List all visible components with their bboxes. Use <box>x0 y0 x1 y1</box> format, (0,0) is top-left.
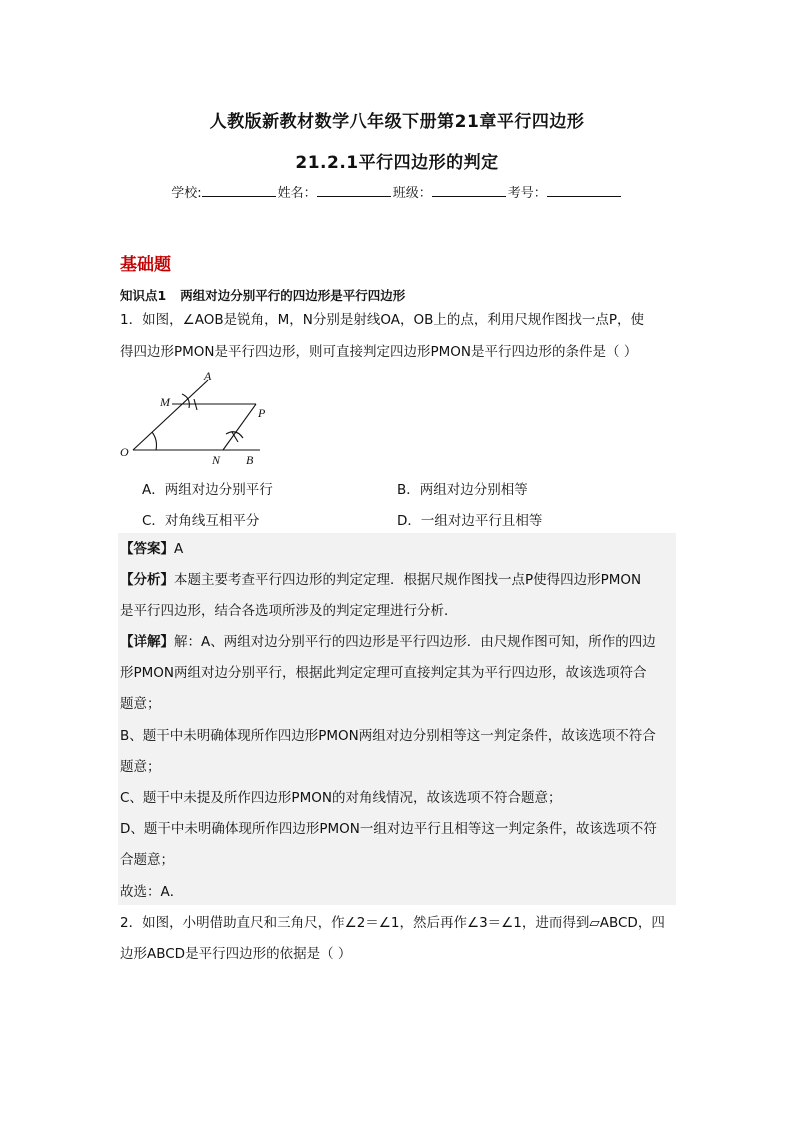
exam-number-blank[interactable] <box>547 184 621 197</box>
school-field-label: 学校: <box>171 186 202 201</box>
document-title: 人教版新教材数学八年级下册第21章平行四边形 <box>209 112 585 132</box>
option-c[interactable]: C．对角线互相平分 <box>142 513 260 529</box>
detail-line-2: 形PMON两组对边分别平行，根据此判定定理可直接判定其为平行四边形，故该选项符合 <box>120 665 647 681</box>
detail-text-1: 解：A、两组对边分别平行的四边形是平行四边形．由尺规作图可知，所作的四边 <box>174 634 656 650</box>
label-p: P <box>258 406 266 420</box>
segment-np <box>223 404 256 450</box>
option-b[interactable]: B．两组对边分别相等 <box>397 482 528 498</box>
detail-line-1 <box>120 632 678 652</box>
name-blank[interactable] <box>317 184 391 197</box>
detail-line-6: C、题干中未提及所作四边形PMON的对角线情况，故该选项不符合题意； <box>120 790 562 806</box>
knowledge-point-heading <box>120 286 405 304</box>
question-1-line-2: 得四边形PMON是平行四边形，则可直接判定四边形PMON是平行四边形的条件是（ ） <box>120 344 638 360</box>
detail-tag: 【详解】 <box>120 634 174 650</box>
class-field-label: 班级： <box>392 186 432 201</box>
exam-number-field-label: 考号： <box>507 186 547 201</box>
name-field-label: 姓名： <box>277 186 317 201</box>
label-m: M <box>160 395 170 409</box>
knowledge-point-title: 两组对边分别平行的四边形是平行四边形 <box>180 288 406 303</box>
detail-line-4: B、题干中未明确体现所作四边形PMON两组对边分别相等这一判定条件，故该选项不符合 <box>120 728 656 744</box>
question-1-line-1: 1．如图，∠AOB是锐角，M，N分别是射线OA，OB上的点，利用尺规作图找一点P，使 <box>120 312 644 328</box>
ray-oa <box>133 380 208 450</box>
analysis-tag: 【分析】 <box>120 572 174 588</box>
answer-tag: 【答案】 <box>120 541 174 557</box>
question-2-line-2: 边形ABCD是平行四边形的依据是（ ） <box>120 946 352 962</box>
parallelogram-construction-figure <box>118 368 288 468</box>
class-blank[interactable] <box>432 184 506 197</box>
analysis-text-1: 本题主要考查平行四边形的判定定理．根据尺规作图找一点P使得四边形PMON <box>174 572 642 588</box>
analysis-line-2: 是平行四边形，结合各选项所涉及的判定定理进行分析． <box>120 603 458 619</box>
answer-line <box>120 539 678 559</box>
document-subtitle: 21.2.1平行四边形的判定 <box>295 153 499 173</box>
student-info-line <box>0 182 794 201</box>
label-a: A <box>204 369 212 383</box>
option-d[interactable]: D．一组对边平行且相等 <box>397 513 543 529</box>
question-2-line-1: 2．如图，小明借助直尺和三角尺，作∠2＝∠1，然后再作∠3＝∠1，进而得到▱ABCD，四 <box>120 915 665 931</box>
label-b: B <box>246 453 254 467</box>
label-n: N <box>212 453 221 467</box>
detail-line-7: D、题干中未明确体现所作四边形PMON一组对边平行且相等这一判定条件，故该选项不符 <box>120 821 657 837</box>
detail-line-8: 合题意； <box>120 852 174 868</box>
detail-line-3: 题意； <box>120 696 161 712</box>
arc-at-o <box>152 432 157 450</box>
knowledge-point-label: 知识点1 <box>120 288 167 303</box>
analysis-line-1 <box>120 570 678 590</box>
detail-line-5: 题意； <box>120 759 161 775</box>
label-o: O <box>120 445 129 459</box>
conclusion-line: 故选：A． <box>120 884 184 900</box>
answer-value: A <box>174 541 184 557</box>
section-heading: 基础题 <box>120 255 171 275</box>
option-a[interactable]: A．两组对边分别平行 <box>142 482 273 498</box>
school-blank[interactable] <box>202 184 276 197</box>
